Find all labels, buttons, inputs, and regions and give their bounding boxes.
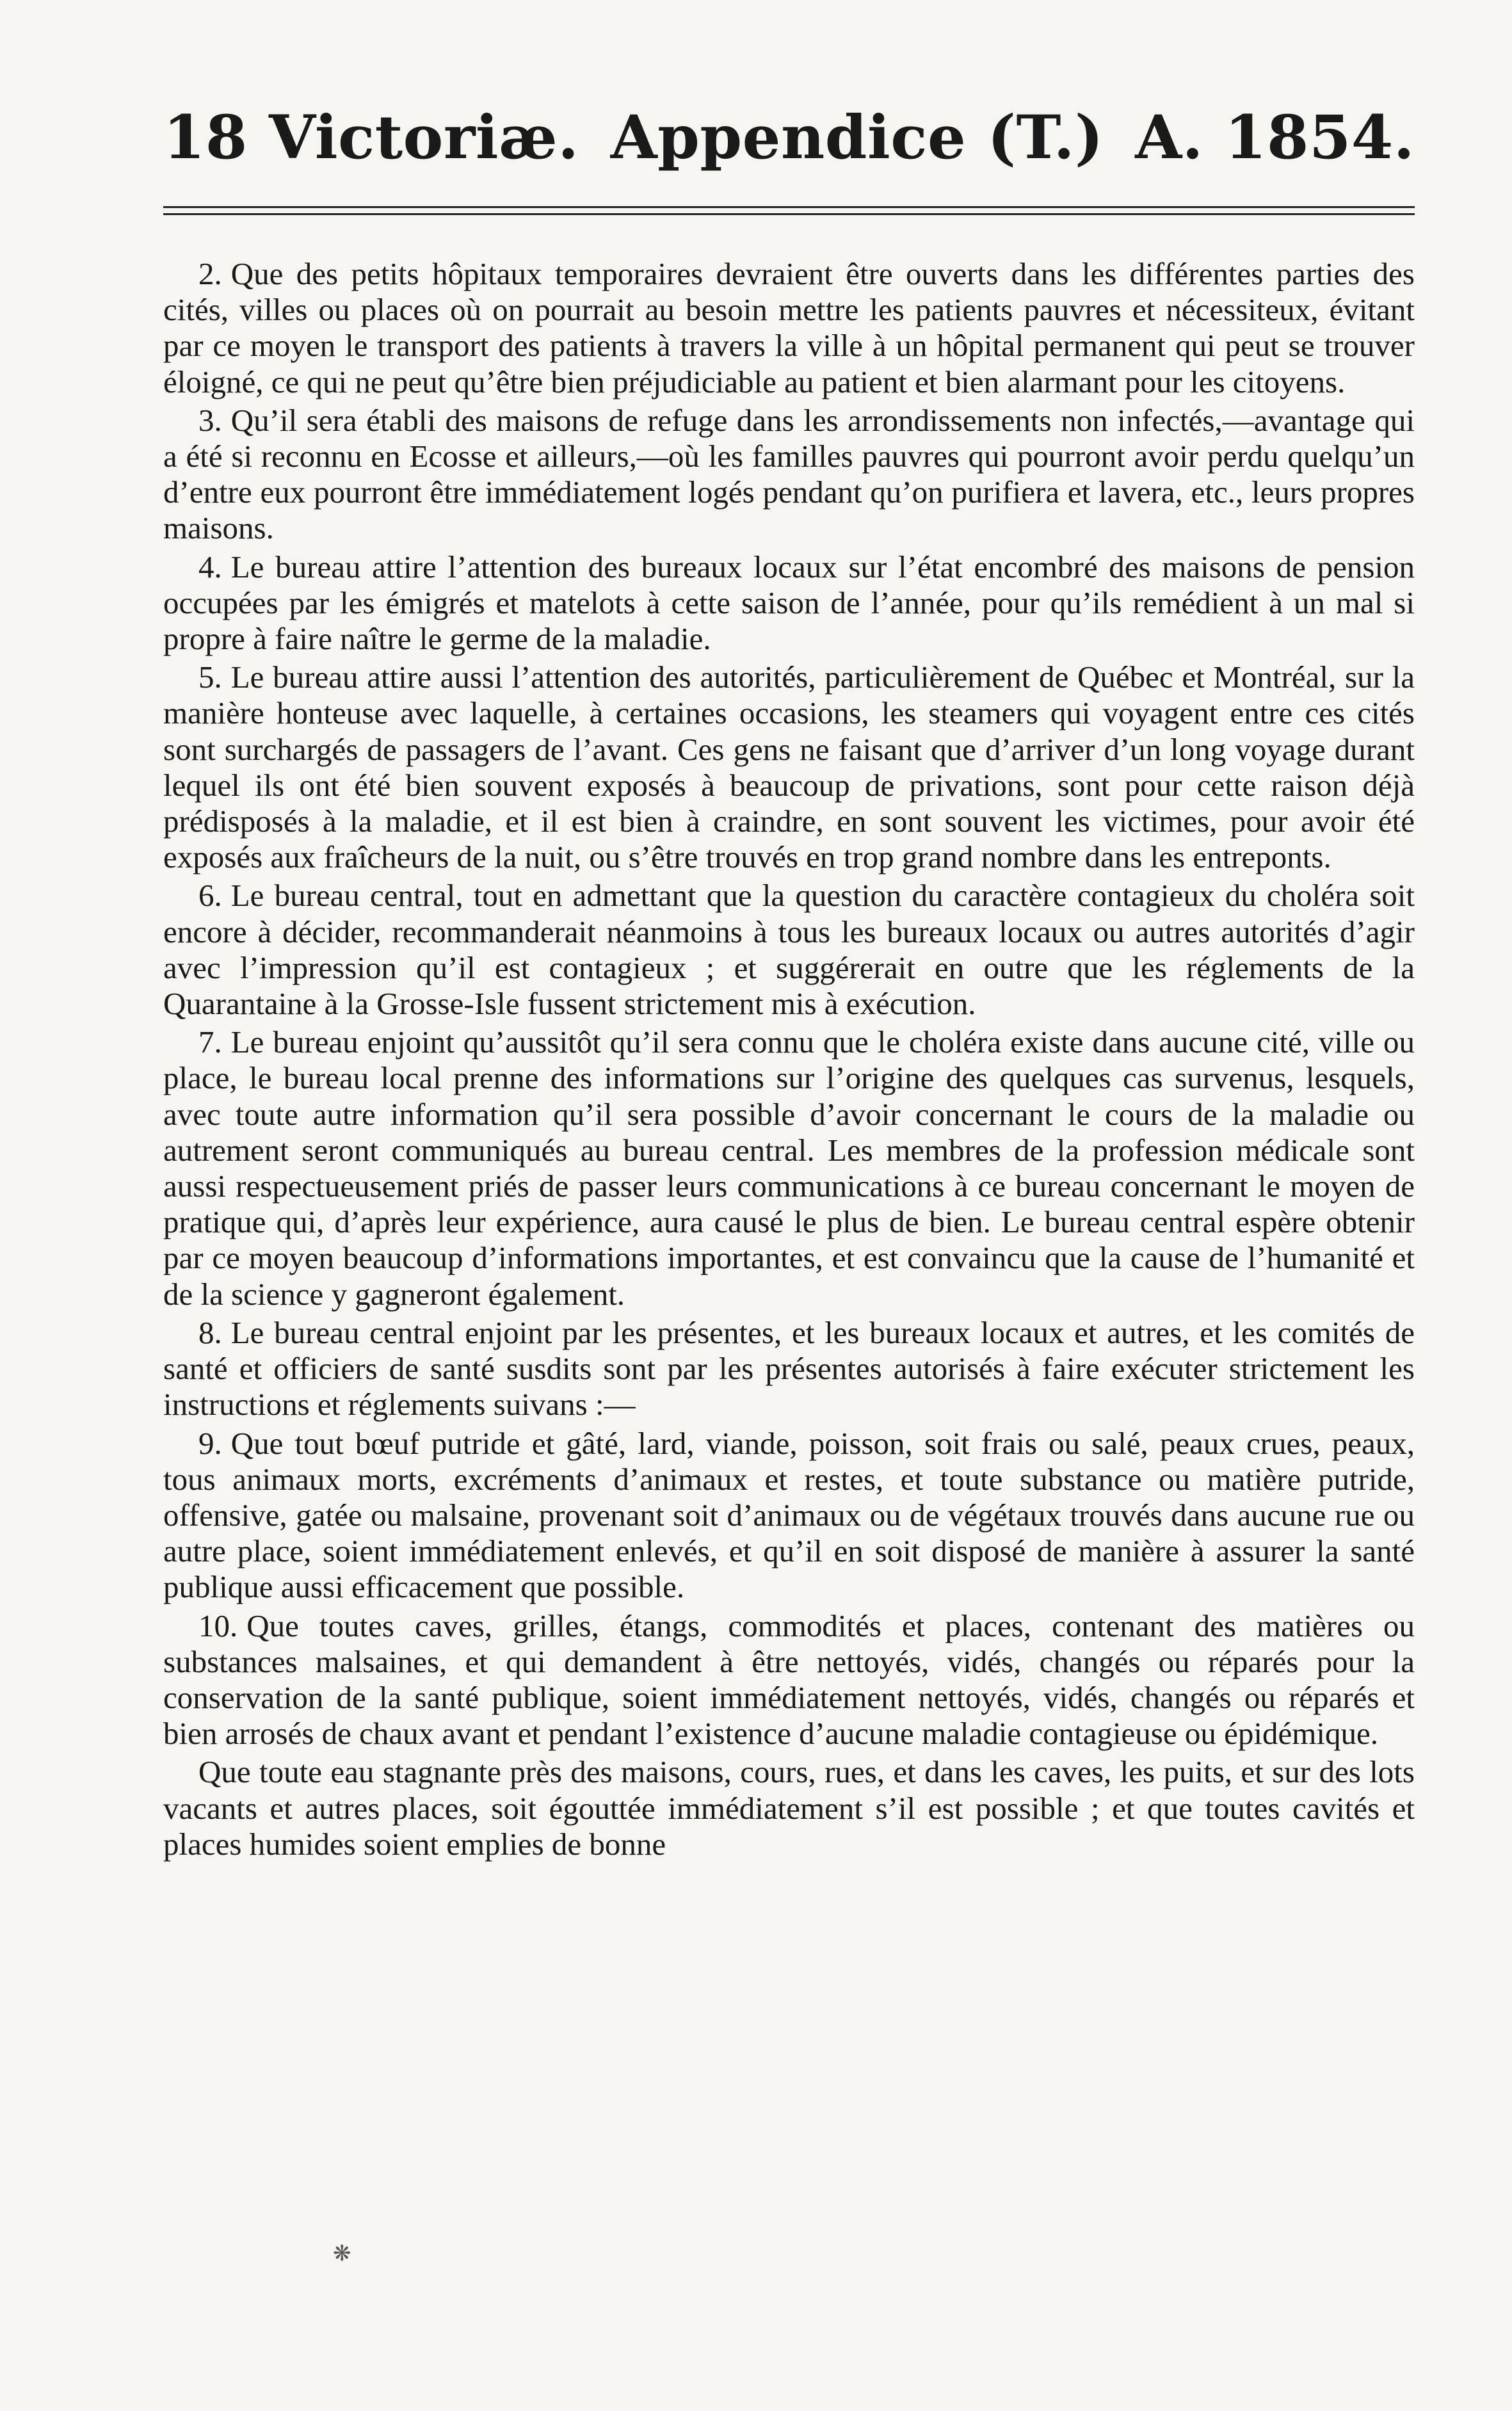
paragraph-text: Le bureau attire l’attention des bureaux locaux sur l’état encombré des maisons de pension occupées par les émigrés et matelots à cette saison de l’année, pour qu’ils remédient à un mal si propre à faire naître le germe de la maladie. (163, 549, 1415, 657)
header-rule-bottom (163, 213, 1415, 215)
paragraph-text: Le bureau enjoint qu’aussitôt qu’il sera connu que le choléra existe dans aucune cité, ville ou place, le bureau local prenne des informations sur l’origine des quelques cas survenus, lesquels, avec toute autre information qu’il sera possible d’avoir concernant le cours de la maladie ou autrement seront communiqués au bureau central. Les membres de la profession médicale sont aussi respectueusement priés de passer leurs communications à ce bureau concernant le moyen de pratique qui, d’après leur expérience, aura causé le plus de bien. Le bureau central espère obtenir par ce moyen beaucoup d’informations importantes, et est convaincu que la cause de l’humanité et de la science y gagneront également. (163, 1024, 1415, 1312)
paragraph-text: Que toute eau stagnante près des maisons, cours, rues, et dans les caves, les puits, et sur des lots vacants et autres places, soit égouttée immédiatement s’il est possible ; et que toutes cavités et places humides soient emplies de bonne (163, 1754, 1415, 1862)
paragraph-text: Qu’il sera établi des maisons de refuge dans les arrondissements non infectés,—avantage qui a été si reconnu en Ecosse et ailleurs,—où les familles pauvres qui pourront avoir perdu quelqu’un d’entre eux pourront être immédiatement logés pendant qu’on purifiera et lavera, etc., leurs propres maisons. (163, 402, 1415, 546)
paragraph-2 (163, 256, 1415, 400)
paragraph-number: 7. (198, 1024, 222, 1060)
paragraph-8 (163, 1315, 1415, 1423)
paragraph-number: 3. (198, 402, 222, 438)
ink-blot-mark: ❋ (333, 2241, 351, 2266)
running-header (163, 102, 1415, 198)
header-double-rule (163, 206, 1415, 220)
header-appendix: Appendice (T.) (610, 102, 1104, 173)
paragraph-number: 10. (198, 1608, 238, 1643)
paragraph-6 (163, 878, 1415, 1022)
paragraph-text: Que des petits hôpitaux temporaires devraient être ouverts dans les différentes parties des cités, villes ou places où on pourrait au besoin mettre les patients pauvres et nécessiteux, évitant par ce moyen le transport des patients à travers la ville à un hôpital permanent qui peut se trouver éloigné, ce qui ne peut qu’être bien préjudiciable au patient et bien alarmant pour les citoyens. (163, 256, 1415, 399)
paragraph-number: 8. (198, 1314, 222, 1350)
header-year: A. 1854. (1135, 102, 1415, 173)
paragraph-number: 9. (198, 1425, 222, 1461)
paragraph-number: 4. (198, 549, 222, 585)
header-session: 18 Victoriæ. (163, 102, 579, 173)
paragraph-text: Le bureau central, tout en admettant que la question du caractère contagieux du choléra soit encore à décider, recommanderait néanmoins à tous les bureaux locaux ou autres autorités d’agir avec l’impression qu’il est contagieux ; et suggérerait en outre que les réglements de la Quarantaine à la Grosse-Isle fussent strictement mis à exécution. (163, 878, 1415, 1022)
paragraph-number: 2. (198, 256, 222, 291)
paragraph-continuation (163, 1754, 1415, 1862)
paragraph-number: 5. (198, 659, 222, 695)
paragraph-text: Que tout bœuf putride et gâté, lard, viande, poisson, soit frais ou salé, peaux crues, peaux, tous animaux morts, excréments d’animaux et restes, et toute substance ou matière putride, offensive, gatée ou malsaine, provenant soit d’animaux ou de végétaux trouvés dans aucune rue ou autre place, soient immédiatement enlevés, et qu’il en soit disposé de manière à assurer la santé publique aussi efficacement que possible. (163, 1425, 1415, 1605)
paragraph-3 (163, 403, 1415, 547)
body-text (163, 256, 1415, 1865)
paragraph-4 (163, 549, 1415, 657)
paragraph-5 (163, 659, 1415, 875)
paragraph-text: Que toutes caves, grilles, étangs, commodités et places, contenant des matières ou substances malsaines, et qui demandent à être nettoyés, vidés, changés ou réparés pour la conservation de la santé publique, soient immédiatement nettoyés, vidés, changés ou réparés et bien arrosés de chaux avant et pendant l’existence d’aucune maladie contagieuse ou épidémique. (163, 1608, 1415, 1752)
paragraph-7 (163, 1024, 1415, 1312)
header-rule-top (163, 206, 1415, 208)
paragraph-text: Le bureau attire aussi l’attention des autorités, particulièrement de Québec et Montréal, sur la manière honteuse avec laquelle, à certaines occasions, les steamers qui voyagent entre ces cités sont surchargés de passagers de l’avant. Ces gens ne faisant que d’arriver d’un long voyage durant lequel ils ont été bien souvent exposés à beaucoup de privations, sont pour cette raison déjà prédisposés à la maladie, et il est bien à craindre, en sont souvent les victimes, pour avoir été exposés aux fraîcheurs de la nuit, ou s’être trouvés en trop grand nombre dans les entreponts. (163, 659, 1415, 875)
paragraph-text: Le bureau central enjoint par les présentes, et les bureaux locaux et autres, et les comités de santé et officiers de santé susdits sont par les présentes autorisés à faire exécuter strictement les instructions et réglements suivans :— (163, 1314, 1415, 1423)
paragraph-number: 6. (198, 878, 222, 914)
paragraph-10 (163, 1608, 1415, 1752)
paragraph-9 (163, 1426, 1415, 1606)
